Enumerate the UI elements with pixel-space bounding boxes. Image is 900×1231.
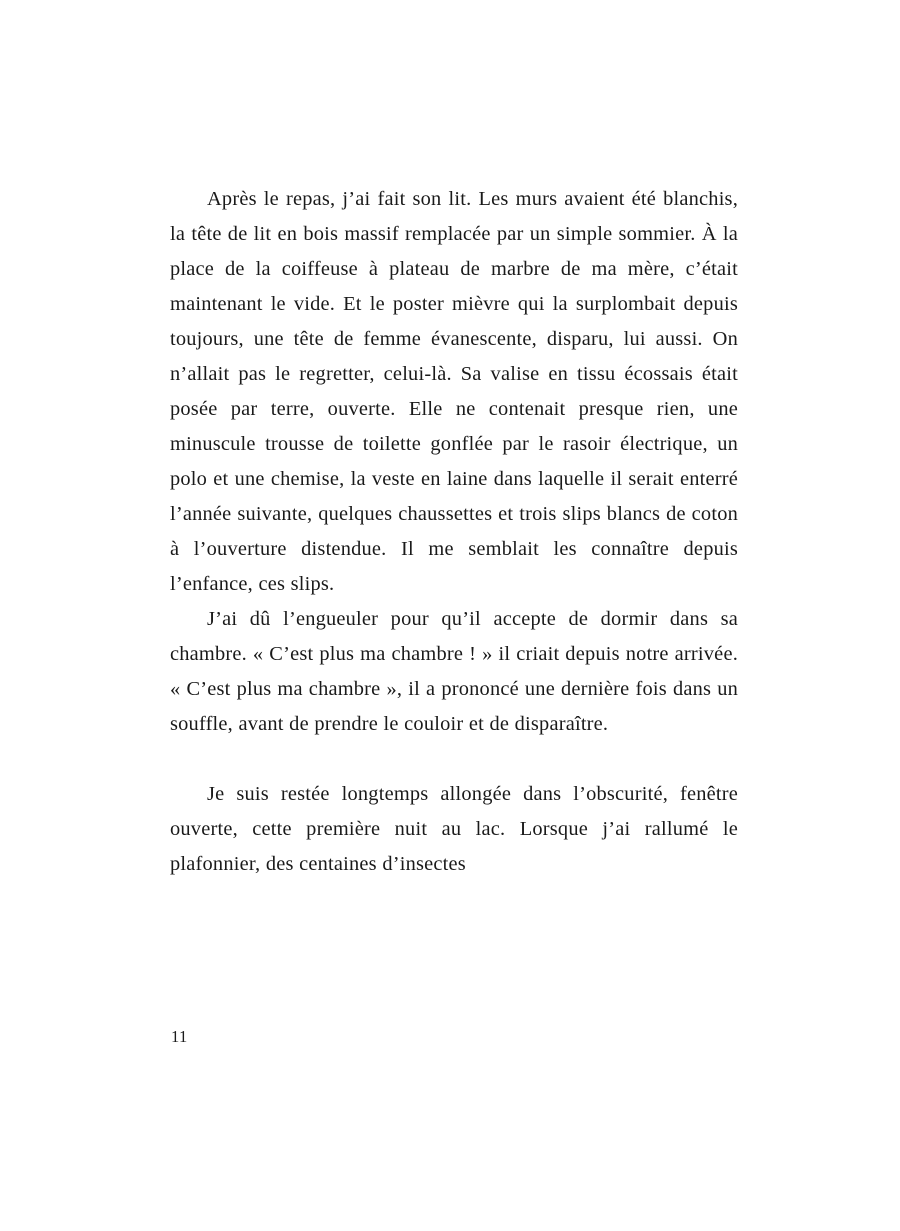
paragraph-1: Après le repas, j’ai fait son lit. Les murs avaient été blanchis, la tête de lit en bois massif remplacée par un simple sommier. À la place de la coiffeuse à plateau de marbre de ma mère, c’était maintenant le vide. Et le poster mièvre qui la surplombait depuis toujours, une tête de femme évanescente, disparu, lui aussi. On n’allait pas le regretter, celui-là. Sa valise en tissu écossais était posée par terre, ouverte. Elle ne contenait presque rien, une minuscule trousse de toilette gonflée par le rasoir électrique, un polo et une chemise, la veste en laine dans laquelle il serait enterré l’année suivante, quelques chaussettes et trois slips blancs de coton à l’ouverture distendue. Il me semblait les connaître depuis l’enfance, ces slips.: [170, 188, 738, 595]
paragraph-2: J’ai dû l’engueuler pour qu’il accepte de dormir dans sa chambre. « C’est plus ma chambre ! » il criait depuis notre arrivée. « C’est plus ma chambre », il a prononcé une dernière fois dans un souffle, avant de prendre le couloir et de disparaître.: [170, 608, 738, 735]
paragraph-3: Je suis restée longtemps allongée dans l’obscurité, fenêtre ouverte, cette première nuit au lac. Lorsque j’ai rallumé le plafonnier, des centaines d’insectes: [170, 783, 738, 875]
body-text-block: [170, 182, 738, 882]
page-number: 11: [171, 1027, 188, 1046]
